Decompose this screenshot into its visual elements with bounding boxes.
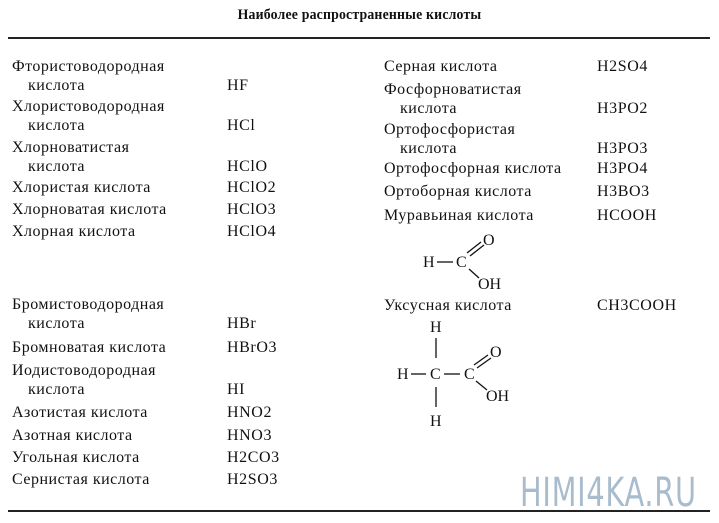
formic-acid-structure	[415, 225, 535, 295]
acid-name: Азотистая кислота	[12, 404, 148, 421]
table-title: Наиболее распространенные кислоты	[237, 7, 482, 23]
top-rule	[8, 37, 710, 39]
acid-name: Ортофосфористая	[384, 121, 516, 138]
acid-name: кислота	[28, 315, 85, 332]
acid-name: Серная кислота	[384, 58, 498, 75]
atom-oh: OH	[486, 388, 510, 405]
atom-c1: C	[430, 366, 441, 383]
acid-formula: H2CO3	[227, 449, 280, 466]
acid-formula: HF	[227, 77, 249, 94]
acid-formula: HClO3	[227, 201, 277, 218]
acid-formula: HNO3	[227, 427, 273, 444]
acid-name: кислота	[28, 117, 85, 134]
acid-formula: HCOOH	[597, 207, 657, 224]
acid-name: кислота	[400, 100, 457, 117]
acid-formula: H2SO3	[227, 471, 279, 488]
atom-h-bottom: H	[430, 413, 442, 430]
acid-formula: H3PO3	[597, 140, 649, 157]
acid-name: Хлористая кислота	[12, 179, 151, 196]
acid-name: Иодистоводородная	[12, 362, 157, 379]
acid-name: Бромистоводородная	[12, 296, 165, 313]
acid-name: кислота	[28, 77, 85, 94]
acid-formula: HNO2	[227, 404, 273, 421]
acid-formula: H3BO3	[597, 183, 650, 200]
acid-name: Фосфорноватистая	[384, 81, 522, 98]
acid-name: Муравьиная кислота	[384, 207, 534, 224]
atom-c2: C	[464, 366, 475, 383]
acid-name: кислота	[400, 140, 457, 157]
atom-o: O	[490, 344, 502, 361]
acid-name: Фтористоводородная	[12, 58, 165, 75]
acid-formula: HCl	[227, 117, 256, 134]
acid-name: Хлорноватая кислота	[12, 201, 167, 218]
acid-formula: HClO2	[227, 179, 277, 196]
acid-name: Сернистая кислота	[12, 471, 150, 488]
acid-formula: HClO4	[227, 223, 277, 240]
acid-name: Ортофосфорная кислота	[384, 160, 562, 177]
acid-formula: H3PO4	[597, 160, 649, 177]
atom-oh: OH	[478, 276, 502, 293]
acid-name: Уксусная кислота	[384, 297, 512, 314]
acid-formula: HI	[227, 381, 246, 398]
acid-formula: H3PO2	[597, 100, 649, 117]
acid-formula: HBr	[227, 315, 257, 332]
acid-name: Ортоборная кислота	[384, 183, 532, 200]
atom-h-top: H	[430, 319, 442, 336]
acid-name: кислота	[28, 158, 85, 175]
watermark: HIMI4KA.RU	[520, 470, 697, 516]
acid-name: Хлористоводородная	[12, 98, 165, 115]
acid-formula: HBrO3	[227, 339, 278, 356]
acid-formula: CH3COOH	[597, 297, 677, 314]
acetic-acid-structure	[390, 315, 550, 430]
acid-name: Бромноватая кислота	[12, 339, 167, 356]
acid-name: Хлорная кислота	[12, 223, 136, 240]
atom-h-left: H	[397, 366, 409, 383]
atom-c: C	[456, 254, 467, 271]
acid-name: кислота	[28, 381, 85, 398]
atom-o: O	[483, 232, 495, 249]
atom-h: H	[423, 254, 435, 271]
acid-name: Угольная кислота	[12, 449, 140, 466]
acid-formula: HClO	[227, 158, 268, 175]
acid-name: Азотная кислота	[12, 427, 133, 444]
acid-name: Хлорноватистая	[12, 139, 130, 156]
acid-formula: H2SO4	[597, 58, 649, 75]
